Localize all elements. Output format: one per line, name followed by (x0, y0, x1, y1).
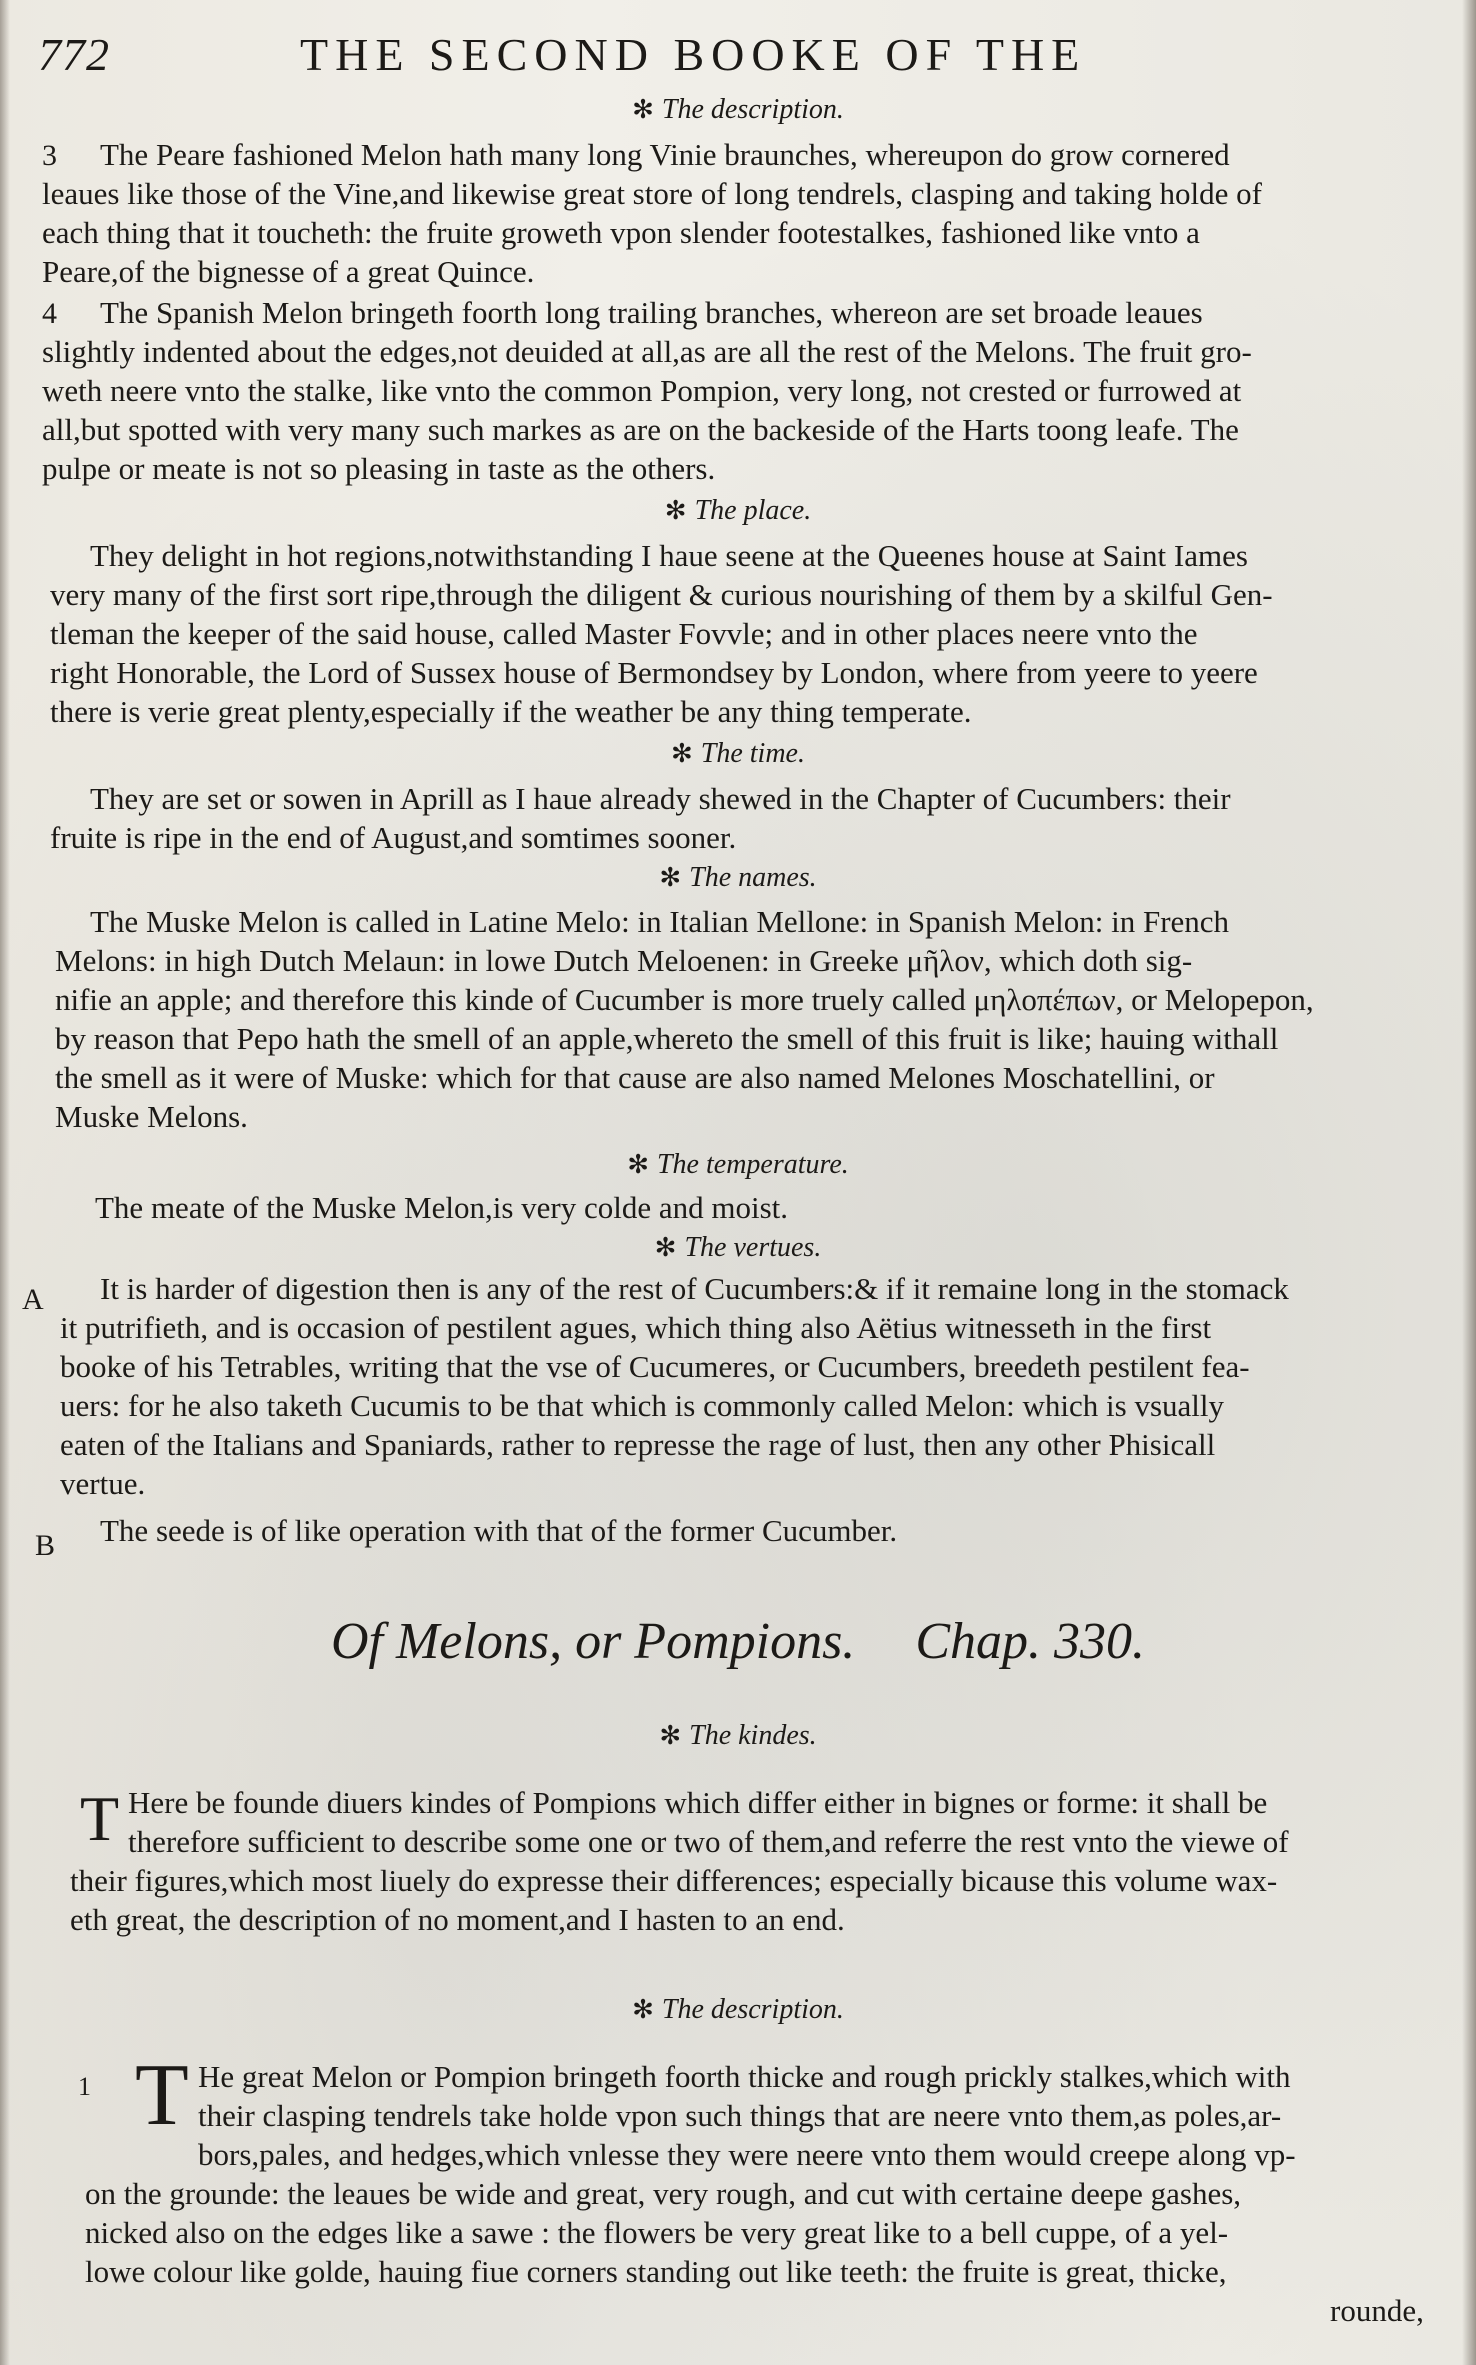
asterism-icon: ✻ (632, 1995, 654, 2024)
heading-temperature: ✻ The temperature. (627, 1149, 849, 1180)
text-line: by reason that Pepo hath the smell of an apple,whereto the smell of this fruit is like; hauing withall (55, 1021, 1279, 1056)
text-line: there is verie great plenty,especially if the weather be any thing temperate. (50, 694, 972, 729)
text-line: each thing that it toucheth: the fruite groweth vpon slender footestalkes, fashioned like vnto a (42, 215, 1200, 250)
asterism-icon: ✻ (654, 1233, 677, 1262)
text-line: fruite is ripe in the end of August,and somtimes sooner. (50, 820, 737, 855)
heading-names: ✻ The names. (659, 862, 817, 893)
text-line: It is harder of digestion then is any of the rest of Cucumbers:& if it remaine long in the stomack (100, 1271, 1289, 1306)
text-line: bors,pales, and hedges,which vnlesse they were neere vnto them would creepe along vp- (198, 2137, 1296, 2172)
text-line: Here be founde diuers kindes of Pompions which differ either in bignes or forme: it shall be (128, 1785, 1268, 1820)
text-line: right Honorable, the Lord of Sussex house of Bermondsey by London, where from yeere to yeere (50, 655, 1258, 690)
heading-place: ✻ The place. (664, 495, 812, 526)
text-line: lowe colour like golde, hauing fiue corners standing out like teeth: the fruite is great, thicke, (85, 2254, 1227, 2289)
asterism-icon: ✻ (659, 863, 682, 892)
text-line: He great Melon or Pompion bringeth foorth thicke and rough prickly stalkes,which with (198, 2059, 1291, 2094)
text-line: eth great, the description of no moment,and I hasten to an end. (70, 1902, 845, 1937)
heading-description: ✻ The description. (632, 94, 844, 125)
page-number: 772 (38, 29, 110, 80)
text-line: Peare,of the bignesse of a great Quince. (42, 254, 535, 289)
text-line: Muske Melons. (55, 1099, 248, 1134)
paragraph-number-4: 4 (42, 297, 57, 330)
text-line: They are set or sowen in Aprill as I haue already shewed in the Chapter of Cucumbers: their (90, 781, 1231, 816)
heading-kindes: ✻ The kindes. (659, 1720, 817, 1751)
paragraph-number-3: 3 (42, 139, 57, 172)
dropcap-t: T (135, 2047, 189, 2144)
text-line: weth neere vnto the stalke, like vnto the common Pompion, very long, not crested or furrowed at (42, 373, 1242, 408)
heading-time: ✻ The time. (670, 738, 805, 769)
text-line: it putrifieth, and is occasion of pestilent agues, which thing also Aëtius witnesseth in the first (60, 1310, 1212, 1345)
text-line: vertue. (60, 1466, 146, 1501)
text-line: slightly indented about the edges,not deuided at all,as are all the rest of the Melons. The fruit gro- (42, 334, 1252, 369)
running-head: THE SECOND BOOKE OF THE (300, 29, 1087, 80)
asterism-icon: ✻ (632, 95, 654, 124)
text-line: They delight in hot regions,notwithstanding I haue seene at the Queenes house at Saint Iames (90, 538, 1248, 573)
text-line: nifie an apple; and therefore this kinde of Cucumber is more truely called μηλοπέπων, or Melopepon, (55, 982, 1314, 1017)
text-line: The Muske Melon is called in Latine Melo: in Italian Mellone: in Spanish Melon: in French (90, 904, 1230, 939)
catchword: rounde, (1330, 2293, 1424, 2328)
text-line: the smell as it were of Muske: which for that cause are also named Melones Moschatellini, or (55, 1060, 1215, 1095)
text-line: their clasping tendrels take holde vpon such things that are neere vnto them,as poles,ar- (198, 2098, 1282, 2133)
text-line: uers: for he also taketh Cucumis to be that which is commonly called Melon: which is vsually (60, 1388, 1224, 1423)
text-line: all,but spotted with very many such markes as are on the backeside of the Harts toong leafe. The (42, 412, 1239, 447)
asterism-icon: ✻ (659, 1721, 682, 1750)
marginal-letter-b: B (35, 1529, 56, 1562)
heading-description-2: ✻ The description. (632, 1994, 844, 2025)
asterism-icon: ✻ (670, 739, 693, 768)
text-line: eaten of the Italians and Spaniards, rather to represse the rage of lust, then any other Phisicall (60, 1427, 1216, 1462)
text-line: nicked also on the edges like a sawe : the flowers be very great like to a bell cuppe, of a yel- (85, 2215, 1229, 2250)
chapter-title: Of Melons, or Pompions. Chap. 330. (330, 1613, 1145, 1670)
paragraph-number-1: 1 (78, 2072, 91, 2101)
text-line: on the grounde: the leaues be wide and great, very rough, and cut with certaine deepe gashes, (85, 2176, 1242, 2211)
text-line: The seede is of like operation with that of the former Cucumber. (100, 1513, 898, 1548)
heading-vertues: ✻ The vertues. (654, 1232, 822, 1263)
text-line: their figures,which most liuely do expresse their differences; especially bicause this volume wax- (70, 1863, 1278, 1898)
text-line: The Spanish Melon bringeth foorth long trailing branches, whereon are set broade leaues (100, 295, 1203, 330)
marginal-letter-a: A (22, 1283, 44, 1316)
text-line: booke of his Tetrables, writing that the vse of Cucumeres, or Cucumbers, breedeth pestilent fea- (60, 1349, 1250, 1384)
text-line: tleman the keeper of the said house, called Master Fovvle; and in other places neere vnto the (50, 616, 1198, 651)
asterism-icon: ✻ (664, 496, 687, 525)
text-line: The meate of the Muske Melon,is very colde and moist. (95, 1190, 789, 1225)
text-line: very many of the first sort ripe,through the diligent & curious nourishing of them by a skilful Gen- (50, 577, 1273, 612)
text-line: The Peare fashioned Melon hath many long Vinie braunches, whereupon do grow cornered (100, 137, 1230, 172)
text-line: leaues like those of the Vine,and likewise great store of long tendrels, clasping and taking holde of (42, 176, 1263, 211)
text-line: Melons: in high Dutch Melaun: in lowe Dutch Meloenen: in Greeke μῆλον, which doth sig- (55, 943, 1193, 978)
asterism-icon: ✻ (627, 1150, 649, 1179)
chapter-number: Chap. 330. (915, 1613, 1145, 1670)
text-line: pulpe or meate is not so pleasing in taste as the others. (42, 451, 716, 486)
dropcap-t: T (80, 1783, 120, 1854)
text-line: therefore sufficient to describe some one or two of them,and referre the rest vnto the viewe of (128, 1824, 1289, 1859)
